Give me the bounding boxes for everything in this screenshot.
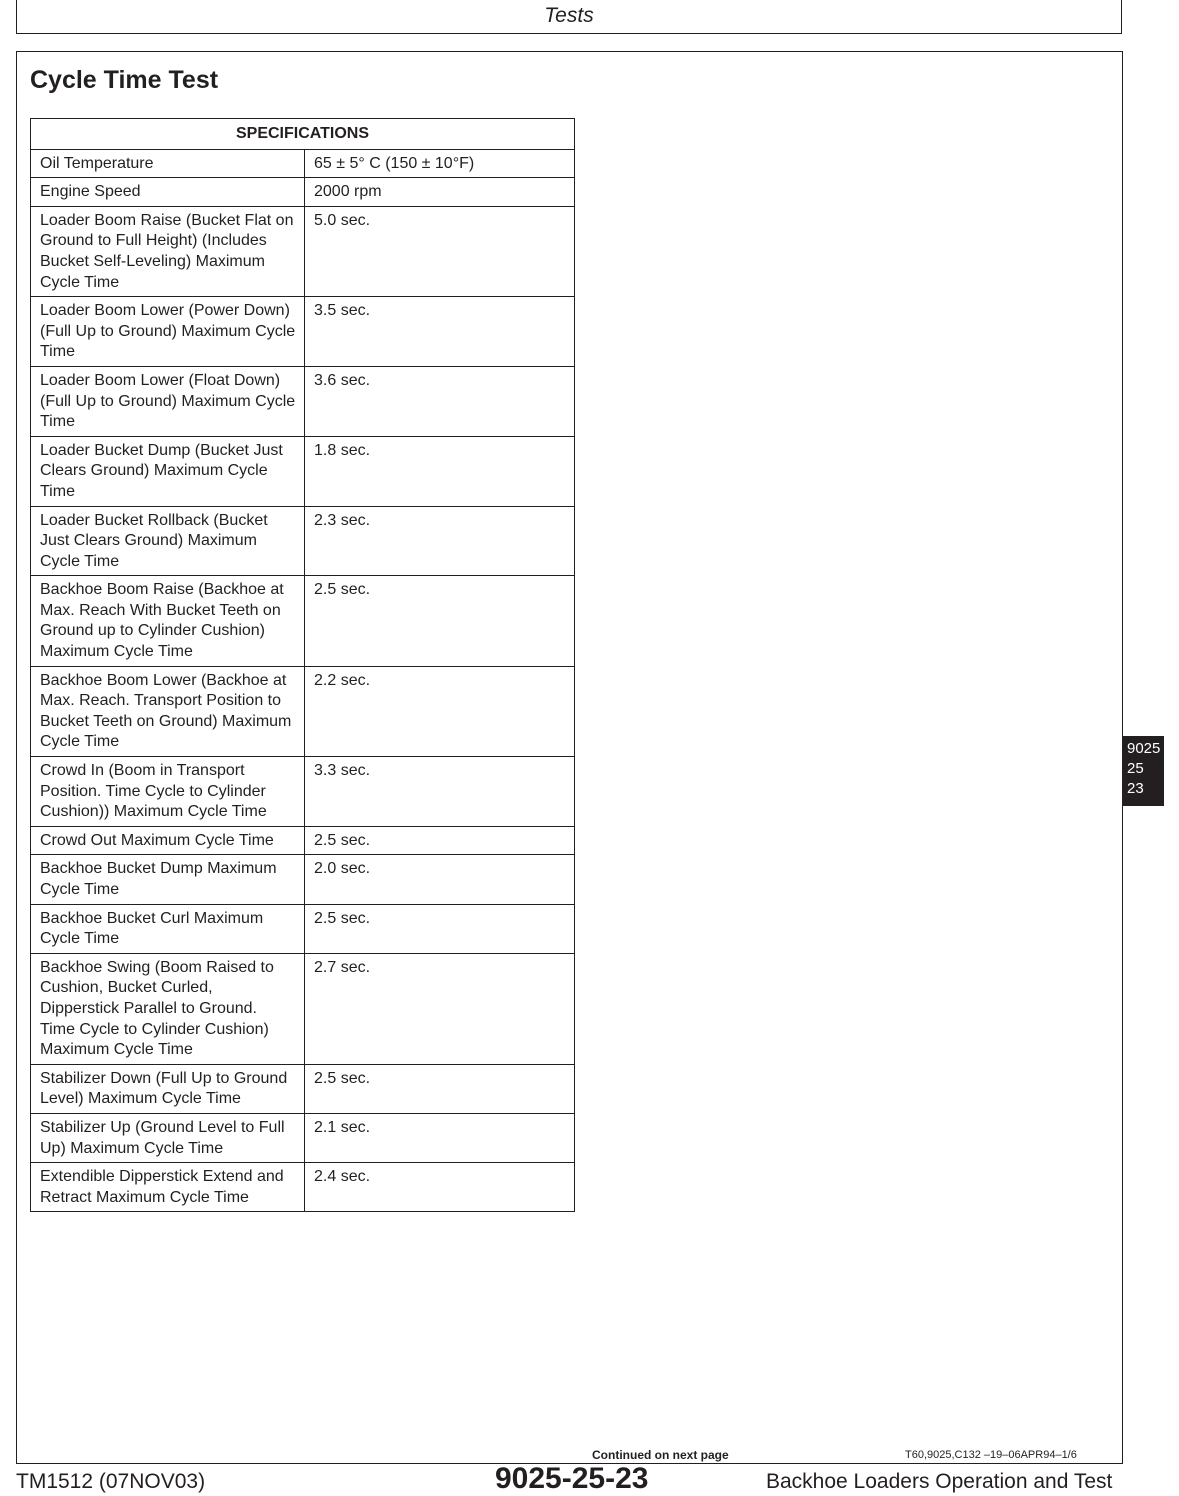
table-row: [31, 666, 575, 756]
page-number: 9025-25-23: [495, 1462, 649, 1495]
table-row: [31, 826, 575, 855]
table-row: [31, 297, 575, 367]
spec-label: Stabilizer Down (Full Up to Ground Level) Maximum Cycle Time: [31, 1064, 305, 1113]
table-row: [31, 904, 575, 953]
spec-label: Crowd Out Maximum Cycle Time: [31, 826, 305, 855]
spec-value: 2.2 sec.: [305, 666, 575, 756]
spec-value: 2000 rpm: [305, 178, 575, 207]
spec-value: 5.0 sec.: [305, 206, 575, 296]
spec-label: Loader Boom Lower (Power Down) (Full Up to Ground) Maximum Cycle Time: [31, 297, 305, 367]
section-tab-line: 23: [1127, 780, 1144, 797]
spec-label: Stabilizer Up (Ground Level to Full Up) Maximum Cycle Time: [31, 1113, 305, 1162]
spec-value: 2.5 sec.: [305, 576, 575, 666]
spec-label: Loader Boom Raise (Bucket Flat on Ground to Full Height) (Includes Bucket Self-Leveling) Maximum Cycle Time: [31, 206, 305, 296]
spec-value: 2.5 sec.: [305, 904, 575, 953]
table-row: [31, 855, 575, 904]
table-row: [31, 953, 575, 1064]
spec-label: Oil Temperature: [31, 149, 305, 178]
table-row: [31, 1064, 575, 1113]
section-tab-line: 25: [1127, 760, 1144, 777]
spec-label: Backhoe Bucket Dump Maximum Cycle Time: [31, 855, 305, 904]
table-row: [31, 506, 575, 576]
manual-id: TM1512 (07NOV03): [16, 1470, 206, 1493]
spec-label: Loader Bucket Rollback (Bucket Just Clears Ground) Maximum Cycle Time: [31, 506, 305, 576]
spec-value: 3.6 sec.: [305, 366, 575, 436]
table-row: [31, 366, 575, 436]
table-row: [31, 178, 575, 207]
spec-label: Backhoe Swing (Boom Raised to Cushion, Bucket Curled, Dipperstick Parallel to Ground. Time Cycle to Cylinder Cushion) Maximum Cycle Time: [31, 953, 305, 1064]
table-row: [31, 206, 575, 296]
spec-label: Loader Boom Lower (Float Down) (Full Up to Ground) Maximum Cycle Time: [31, 366, 305, 436]
spec-value: 3.5 sec.: [305, 297, 575, 367]
spec-value: 2.1 sec.: [305, 1113, 575, 1162]
spec-label: Backhoe Boom Raise (Backhoe at Max. Reach With Bucket Teeth on Ground up to Cylinder Cushion) Maximum Cycle Time: [31, 576, 305, 666]
table-row: [31, 1163, 575, 1212]
table-row: [31, 436, 575, 506]
spec-label: Extendible Dipperstick Extend and Retract Maximum Cycle Time: [31, 1163, 305, 1212]
spec-label: Backhoe Bucket Curl Maximum Cycle Time: [31, 904, 305, 953]
spec-value: 65 ± 5° C (150 ± 10°F): [305, 149, 575, 178]
section-title: Tests: [544, 4, 594, 27]
spec-label: Crowd In (Boom in Transport Position. Time Cycle to Cylinder Cushion)) Maximum Cycle Time: [31, 757, 305, 827]
spec-value: 2.4 sec.: [305, 1163, 575, 1212]
running-header: [16, 0, 1122, 34]
spec-value: 3.3 sec.: [305, 757, 575, 827]
table-row: [31, 576, 575, 666]
spec-label: Backhoe Boom Lower (Backhoe at Max. Reach. Transport Position to Bucket Teeth on Ground) Maximum Cycle Time: [31, 666, 305, 756]
table-body: [31, 149, 575, 1212]
spec-value: 1.8 sec.: [305, 436, 575, 506]
spec-value: 2.3 sec.: [305, 506, 575, 576]
spec-label: Engine Speed: [31, 178, 305, 207]
table-row: [31, 1113, 575, 1162]
continued-note: Continued on next page: [592, 1448, 729, 1462]
table-row: [31, 149, 575, 178]
table-header-row: [31, 119, 575, 150]
specifications-table: [30, 118, 575, 1212]
table-row: [31, 757, 575, 827]
manual-title: Backhoe Loaders Operation and Test: [766, 1470, 1113, 1493]
spec-label: Loader Bucket Dump (Bucket Just Clears Ground) Maximum Cycle Time: [31, 436, 305, 506]
reference-code: T60,9025,C132 –19–06APR94–1/6: [905, 1449, 1077, 1461]
section-tab-line: 9025: [1127, 740, 1161, 757]
spec-value: 2.5 sec.: [305, 1064, 575, 1113]
spec-value: 2.0 sec.: [305, 855, 575, 904]
section-tab: [1123, 736, 1164, 806]
table-header: SPECIFICATIONS: [31, 119, 575, 150]
spec-value: 2.7 sec.: [305, 953, 575, 1064]
spec-value: 2.5 sec.: [305, 826, 575, 855]
page-title: Cycle Time Test: [30, 66, 219, 94]
